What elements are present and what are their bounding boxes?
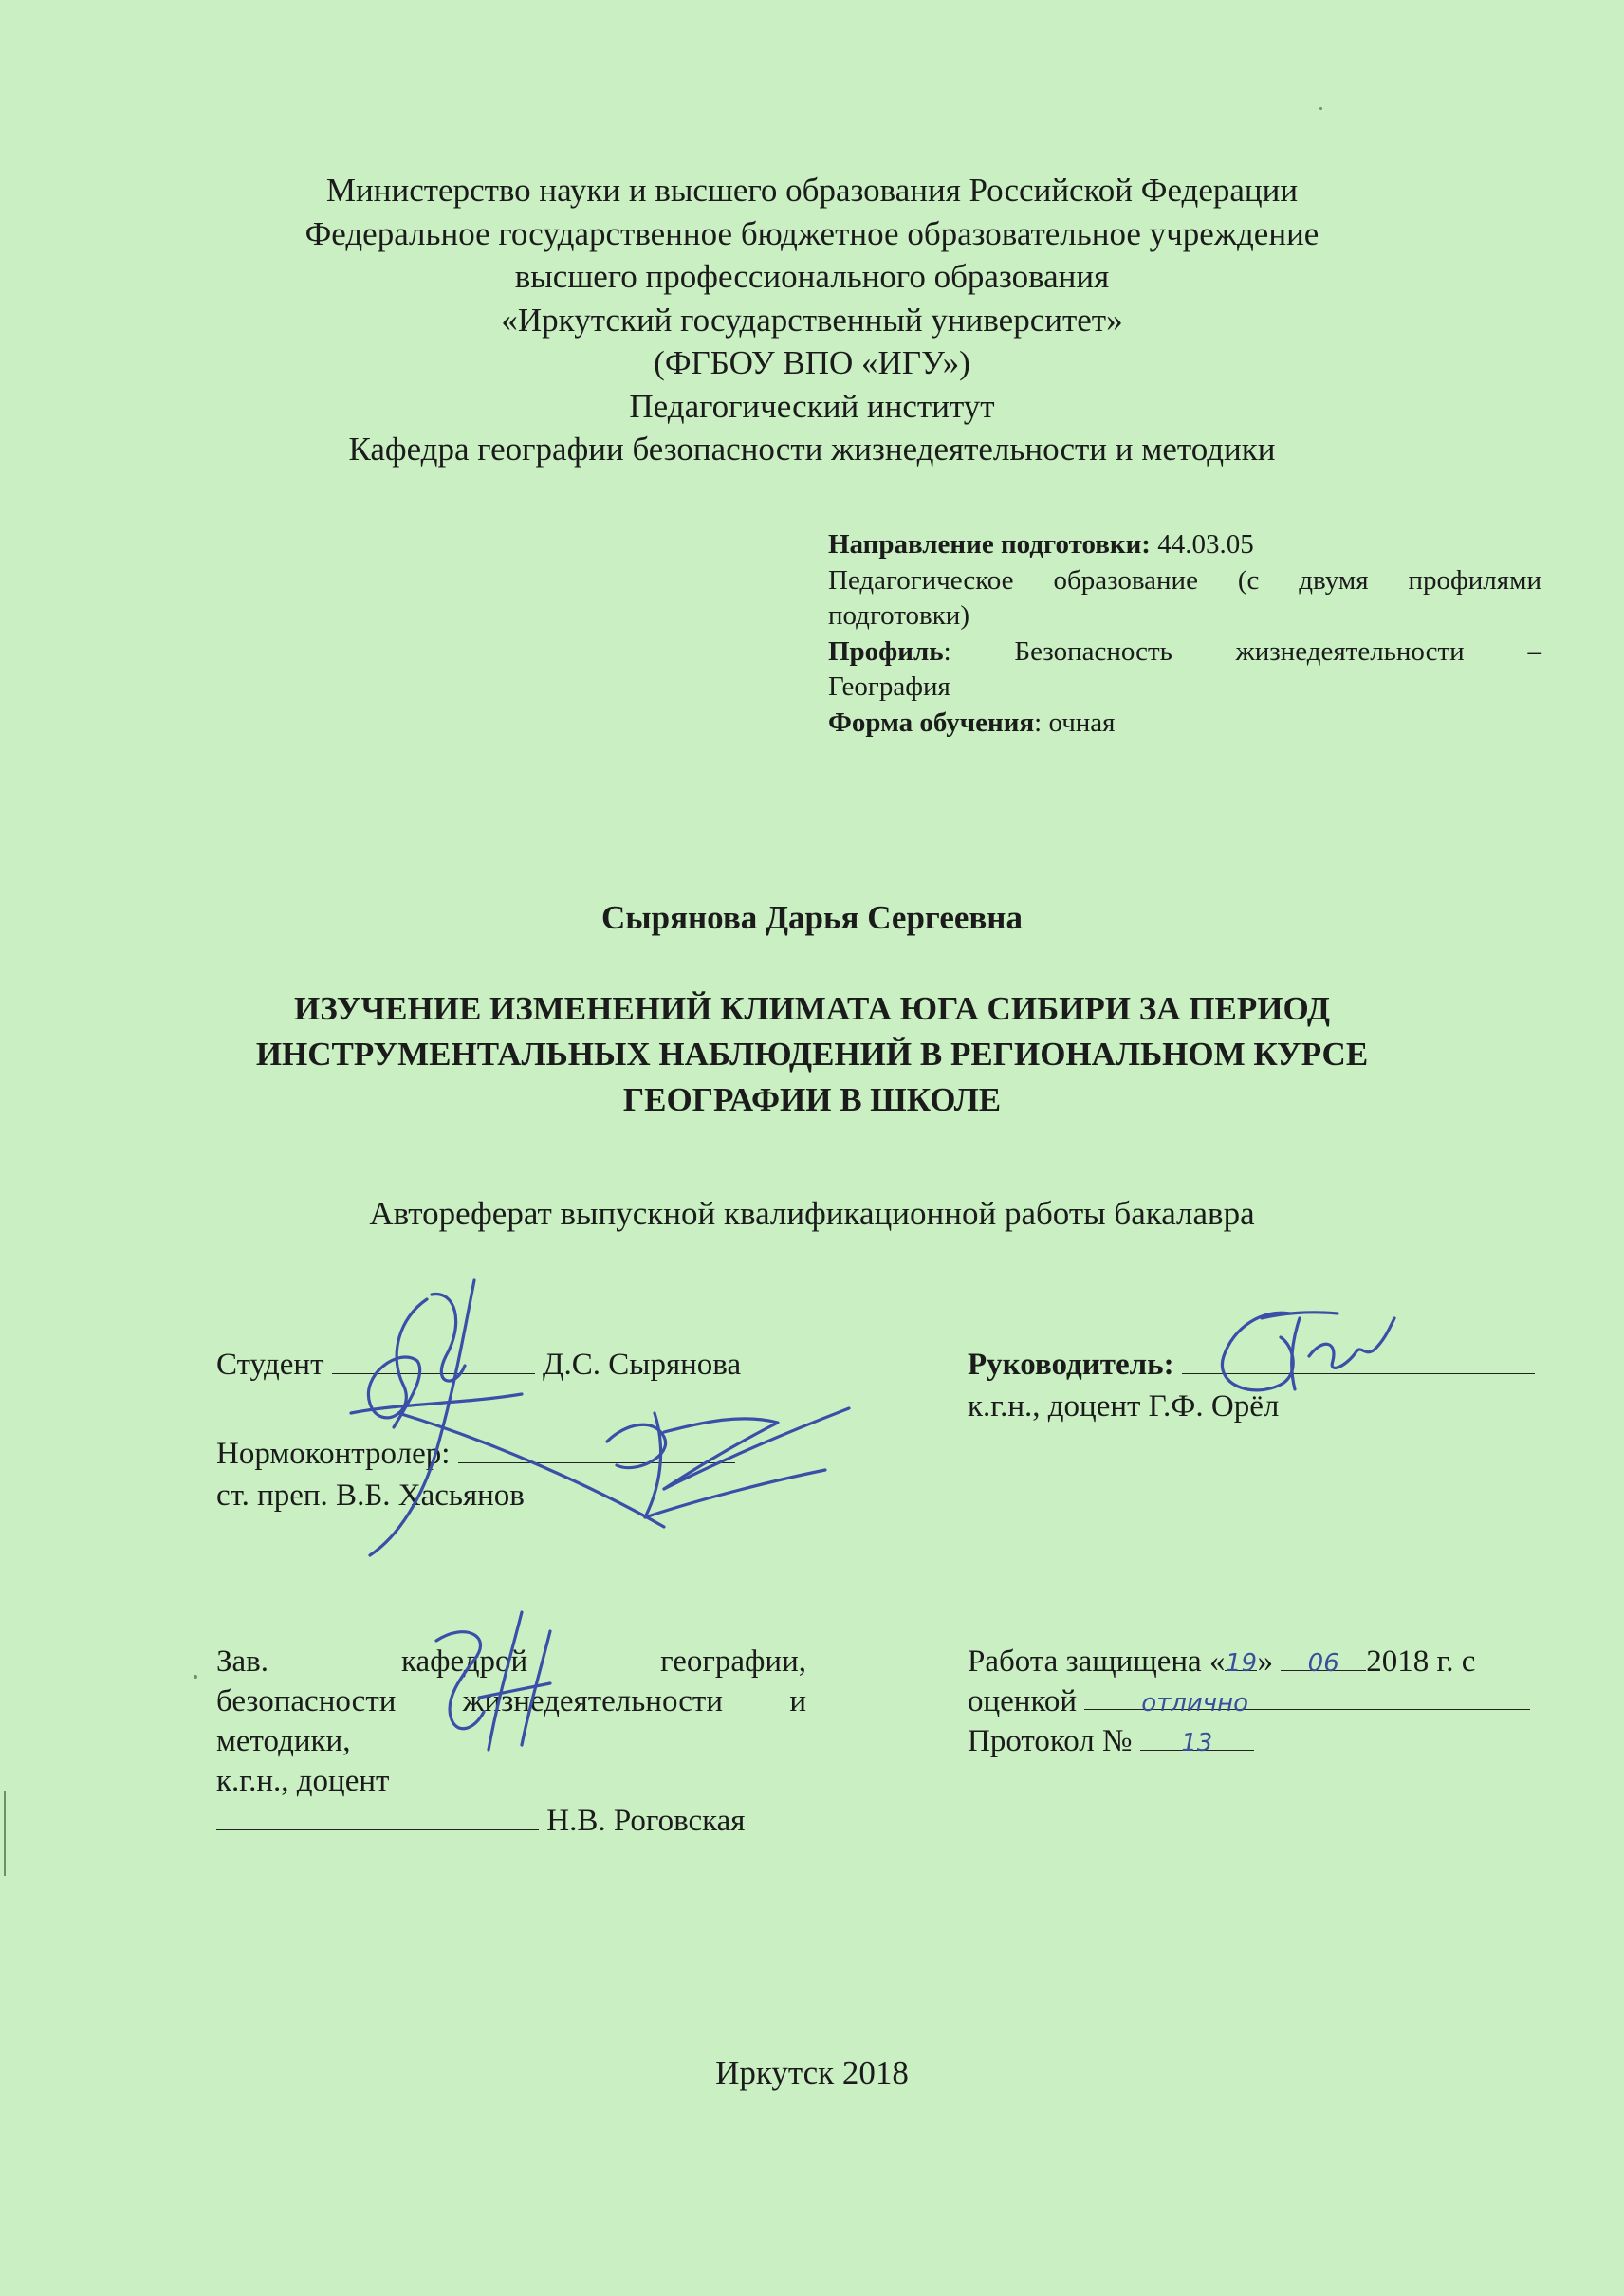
supervisor-signature-icon	[1205, 1299, 1404, 1404]
supervisor-label: Руководитель:	[968, 1348, 1174, 1382]
grade-label: оценкой	[968, 1684, 1077, 1718]
signature-blank	[216, 1803, 539, 1830]
study-form-text: : очная	[1034, 707, 1116, 738]
head-signature-icon	[408, 1603, 560, 1754]
program-info	[828, 527, 1541, 741]
supervisor-name: к.г.н., доцент Г.Ф. Орёл	[968, 1389, 1280, 1424]
scan-edge-mark	[4, 1791, 6, 1876]
defense-month: 06	[1281, 1644, 1366, 1671]
direction-text: Педагогическое образование (с двумя профилями	[828, 564, 1541, 596]
defense-day: 19	[1225, 1644, 1257, 1671]
head-degree: к.г.н., доцент	[216, 1764, 390, 1798]
defense-prefix: Работа защищена «	[968, 1644, 1226, 1679]
normcontrol-signature-icon	[379, 1385, 873, 1546]
protocol-number: 13	[1140, 1723, 1254, 1751]
institution-header	[0, 169, 1624, 471]
direction-code: 44.03.05	[1150, 529, 1254, 560]
student-label: Студент	[216, 1348, 324, 1382]
normcontrol-label: Нормоконтролер:	[216, 1437, 451, 1471]
defense-mid: »	[1257, 1644, 1282, 1679]
direction-label: Направление подготовки:	[828, 529, 1151, 560]
title-line: ИЗУЧЕНИЕ ИЗМЕНЕНИЙ КЛИМАТА ЮГА СИБИРИ ЗА ПЕРИОД	[293, 990, 1331, 1027]
header-line: «Иркутский государственный университет»	[501, 301, 1123, 339]
grade-value: отлично	[1084, 1683, 1530, 1710]
head-title-word: кафедрой	[400, 1644, 528, 1679]
head-title-word: безопасности	[216, 1684, 397, 1718]
title-line: ГЕОГРАФИИ В ШКОЛЕ	[622, 1081, 1002, 1118]
scan-speck	[194, 1675, 197, 1679]
header-line: Кафедра географии безопасности жизнедеятельности и методики	[348, 431, 1276, 468]
defense-info	[968, 1642, 1556, 1761]
header-line: Педагогический институт	[629, 387, 995, 425]
normcontrol-name: ст. преп. В.Б. Хасьянов	[216, 1479, 525, 1513]
head-title-word: географии,	[660, 1644, 807, 1679]
student-name: Д.С. Сырянова	[543, 1348, 742, 1382]
document-type: Автореферат выпускной квалификационной работы бакалавра	[369, 1195, 1255, 1232]
defense-year: 2018 г. с	[1366, 1644, 1476, 1679]
protocol-label: Протокол №	[968, 1724, 1133, 1758]
header-line: высшего профессионального образования	[514, 258, 1110, 295]
profile-text: География	[828, 671, 950, 702]
head-title-word: Зав.	[216, 1644, 269, 1679]
head-name: Н.В. Роговская	[546, 1804, 746, 1838]
header-line: Федеральное государственное бюджетное образовательное учреждение	[304, 214, 1320, 252]
head-title-line: методики,	[216, 1724, 351, 1758]
profile-text: : Безопасность жизнедеятельности –	[943, 635, 1541, 667]
profile-label: Профиль	[828, 635, 944, 667]
city-year: Иркутск 2018	[715, 2054, 909, 2091]
head-title-word: жизнедеятельности	[462, 1684, 724, 1718]
author-name: Сырянова Дарья Сергеевна	[601, 899, 1023, 936]
head-title-word: и	[789, 1684, 806, 1718]
title-line: ИНСТРУМЕНТАЛЬНЫХ НАБЛЮДЕНИЙ В РЕГИОНАЛЬНОМ КУРСЕ	[255, 1036, 1369, 1073]
header-line: Министерство науки и высшего образования Российской Федерации	[325, 172, 1299, 209]
direction-text: подготовки)	[828, 600, 969, 631]
study-form-label: Форма обучения	[828, 707, 1035, 738]
header-line: (ФГБОУ ВПО «ИГУ»)	[654, 344, 970, 381]
scan-speck	[1320, 107, 1322, 110]
thesis-title	[0, 986, 1624, 1123]
